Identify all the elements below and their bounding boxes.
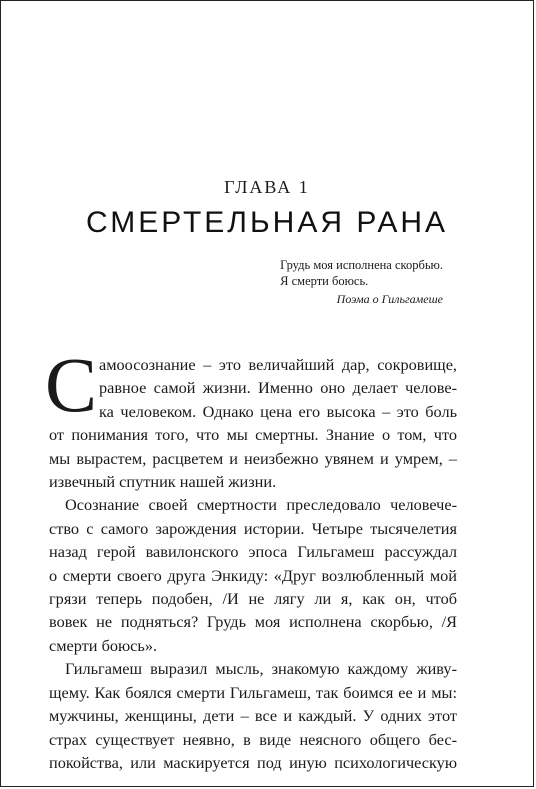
text-line: извечный спутник нашей жизни. — [49, 472, 277, 492]
chapter-body — [45, 341, 457, 774]
epigraph — [280, 257, 443, 307]
paragraph-3 — [49, 657, 457, 774]
text-line: Осознание своей смертности преследовало человече- — [65, 495, 457, 515]
paragraph-1 — [45, 341, 457, 493]
text-line: мужчины, женщины, дети – все и каждый. У одних этот — [49, 706, 457, 726]
epigraph-line: Грудь моя исполнена скорбью. — [280, 258, 443, 272]
text-line: мы вырастем, расцветем и неизбежно увянем и умрем, – — [49, 448, 457, 468]
text-line: смерти боюсь». — [49, 635, 158, 655]
epigraph-line: Я смерти боюсь. — [280, 274, 369, 288]
text-line: амоосознание – это величайший дар, сокровище, — [99, 355, 457, 374]
text-line: грязи теперь подобен, /И не лягу ли я, как он, чтоб — [49, 589, 457, 609]
text-line: покойства, или маскируется под иную психологическую — [49, 752, 457, 772]
epigraph-source: Поэма о Гильгамеше — [336, 292, 443, 306]
chapter-number: ГЛАВА 1 — [224, 177, 310, 197]
text-line: ство с самого зарождения истории. Четыре тысячелетия — [49, 518, 457, 538]
text-line: Гильгамеш выразил мысль, знакомую каждому живу- — [65, 659, 457, 679]
text-line: ка человеком. Однако цена его высока – это боль — [99, 401, 457, 421]
text-line: о смерти своего друга Энкиду: «Друг возлюбленный мой — [49, 565, 457, 585]
paragraph-2 — [49, 493, 457, 657]
text-line: страх существует неявно, в виде неясного общего бес- — [49, 729, 457, 749]
text-line: равное самой жизни. Именно оно делает челове- — [99, 378, 457, 398]
drop-cap: С — [45, 341, 98, 428]
text-line: вовек не подняться? Грудь моя исполнена скорбью, /Я — [49, 612, 457, 632]
chapter-title: СМЕРТЕЛЬНАЯ РАНА — [85, 206, 449, 239]
text-line: назад герой вавилонского эпоса Гильгамеш рассуждал — [49, 542, 457, 562]
text-line: от понимания того, что мы смертны. Знание о том, что — [49, 425, 457, 445]
text-line: щему. Как боялся смерти Гильгамеш, так боимся ее и мы: — [49, 682, 457, 702]
